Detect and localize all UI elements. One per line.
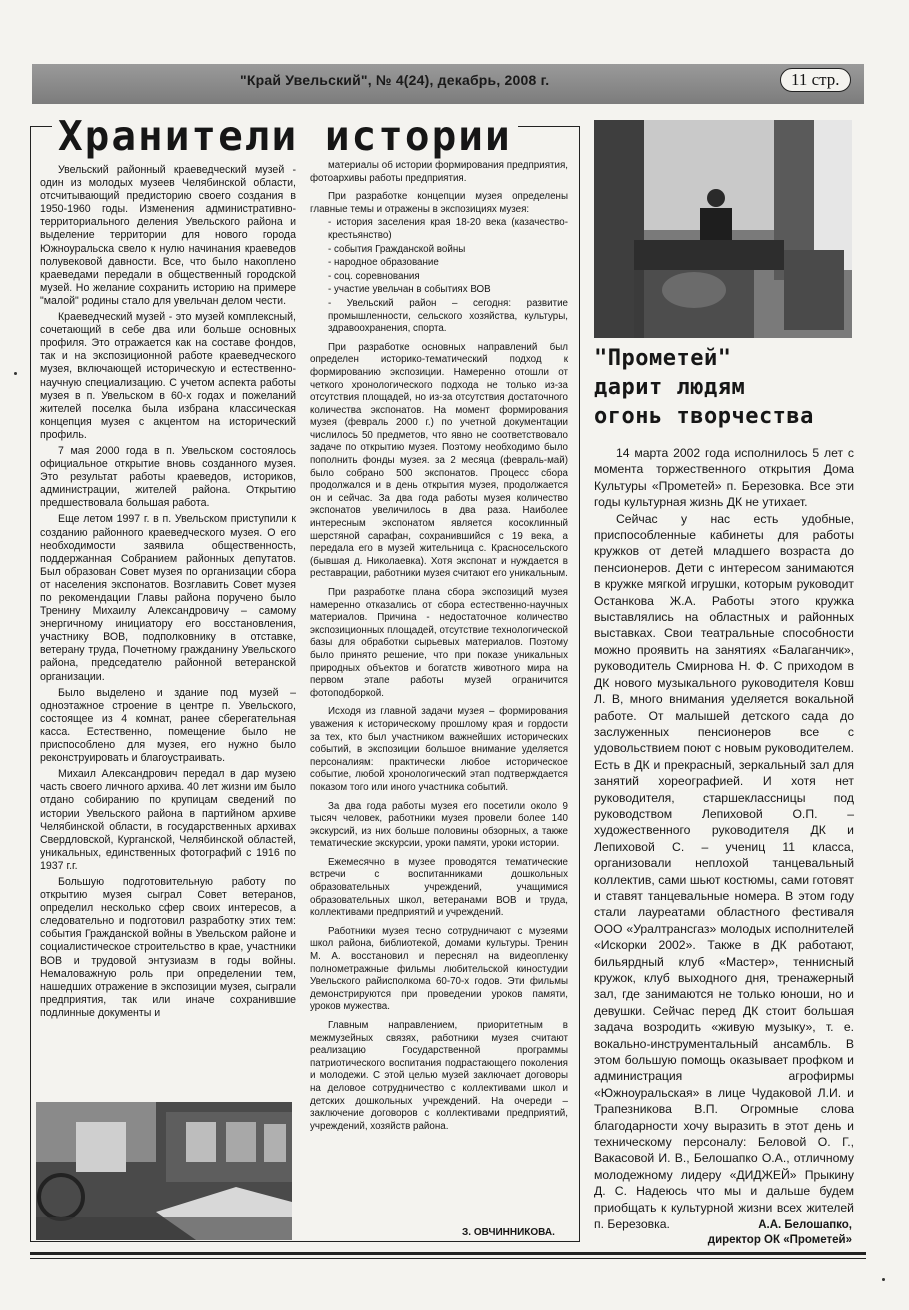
paragraph: Еще летом 1997 г. в п. Увельском приступили к созданию районного краеведческого музея. О его необходимости заявила общественность, поддержанная Собранием районных депутатов. Был образован Совет музея по организации сбора от населения экспонатов. Возглавить Совет музея по рекомендации Главы района поручено было Тренину Михаилу Александровичу – самому энергичному инициатору его восстановления, участнику ВОВ, подполковнику в отставке, ветерану труда, Почетному гражданину Увельского района, председателю районной ветеранской организации. — [40, 513, 296, 683]
signature-name: А.А. Белошапко, — [758, 1219, 852, 1231]
article-column-1 — [40, 164, 296, 1023]
article-column-2 — [310, 160, 568, 1139]
article-2-signature — [640, 1218, 852, 1248]
paragraph: При разработке концепции музея определены главные темы и отражены в экспозициях музея: — [310, 191, 568, 215]
title-line: огонь творчества — [594, 404, 814, 429]
paragraph: Работники музея тесно сотрудничают с музеями школ района, библиотекой, домами культуры. Тренин М. А. восстановил и переснял на видеопленку полнометражные фильмы любительской киностудии Увельского райисполкома 60-70-х годов. Эти фильмы демонстрируются при проведении уроков памяти, уроков мужества. — [310, 925, 568, 1013]
paragraph: Краеведческий музей - это музей комплексный, сочетающий в себе два или больше основных профиля. Это отражается как на составе фондов, так и на экспозиционной работе краеведческого музея, включающей историческую и естественно-научную специализацию. С учетом аспекта работы музея в п. Увельском в 60-х годах и пожеланий жителей поселка была избрана классическая концепция музея с акцентом на исторический профиль. — [40, 311, 296, 441]
list-item: - Увельский район – сегодня: развитие промышленности, сельского хозяйства, культуры, здравоохранения, спорта. — [328, 297, 568, 335]
paragraph: Большую подготовительную работу по открытию музея сыграл Совет ветеранов, определил несколько сфер своих интересов, а следовательно и подготовил разработку этих тем: события Гражданской войны в Увельском районе и социалистическое строительство в крае, участники ВОВ и трудовой энтузиазм в годы войны. Немаловажную роль при определении тем, нашедших отражение в экспозиции музея, сыграли предприятия, так или иначе сохранившие подлинные документы и — [40, 875, 296, 1019]
list-item: - народное образование — [328, 257, 439, 269]
title-line: "Прометей" — [594, 346, 732, 371]
list-item: - события Гражданской войны — [328, 243, 466, 255]
paragraph: Главным направлением, приоритетным в межмузейных связях, работники музея считают реализацию Государственной программы патриотического воспитания подрастающего поколения и молодежи. С этой целью музей заключает договоры на деловое сотрудничество с коллективами школ и детских дошкольных учреждений. На очереди – заключение договоров с коллективами предприятий, учреждений, хозяйств района. — [310, 1020, 568, 1132]
article-2-body — [594, 445, 854, 1233]
director-office-illustration — [594, 120, 852, 338]
paragraph: 7 мая 2000 года в п. Увельском состоялось официальное открытие вновь созданного музея. Это результат работы краеведов, историков, администрации, жителей района. Открытию предшествовала большая работа. — [40, 444, 296, 510]
page-number: 11 стр. — [780, 68, 851, 92]
list-item: - участие увельчан в событиях ВОВ — [328, 284, 491, 296]
paragraph: При разработке основных направлений был определен историко-тематический подход к формированию экспозиции. Намеренно отошли от четкого хронологического подхода не только из-за отсутствия площадей, но из-за отсутствия достаточного количества экспонатов. На момент формирования музея (февраль 2000 г.) по учетной документации числилось 50 предметов, что явно не соответствовало задаче по открытию музея. Поэтому необходимо было пополнить фонды музея. за 2 месяца (февраль-май) было собрано 500 экспонатов. Процесс сбора продолжался и в день открытия музея, продолжается он и сейчас. За два года работы музея количество экспонатов увеличилось в два раза. Наиболее интересным экспонатом является косоклинный шерстяной сарафан, сохранившийся с 19 века, а передала его в музей жительница с. Красносельского (бывшая д. Николаевка). Хотя экспонат и нуждается в реставрации, работники музея считают его уникальным. — [310, 341, 568, 580]
paragraph: Исходя из главной задачи музея – формирования уважения к историческому прошлому края и гордости за тех, кто был участником важнейших исторических событий, в экспозиции большое внимание уделяется персоналиям: практически любое историческое событие, любой хронологический этап подтверждается показом того или иного участника событий. — [310, 706, 568, 793]
paragraph: Михаил Александрович передал в дар музею часть своего личного архива. 40 лет жизни им было отдано собиранию по крупицам сведений по истории Увельского района в партийном архиве Челябинской области, в государственных архивах Свердловской, Курганской, Челябинской областей, уникальных, единственных фотографий с 1916 по 1937 г.г. — [40, 768, 296, 872]
article-signature: З. ОВЧИННИКОВА. — [462, 1227, 555, 1238]
museum-interior-photo — [36, 1102, 292, 1240]
list-item: - история заселения края 18-20 века (казачество-крестьянство) — [328, 217, 568, 241]
director-office-photo — [594, 120, 852, 338]
paragraph: Ежемесячно в музее проводятся тематические встречи с воспитанниками дошкольных образовательных учреждений, учащимися образовательных школ, ветеранами ВОВ и труда, коллективами предприятий и учреждений. — [310, 856, 568, 919]
paragraph: За два года работы музея его посетили около 9 тысяч человек, работники музея провели более 140 экскурсий, из них больше половины обзорных, а также тематические экскурсии, уроки памяти, уроки истории. — [310, 800, 568, 850]
paragraph: Увельский районный краеведческий музей - один из молодых музеев Челябинской области, отсчитывающий предисторию своего создания в 1950-1960 годы. Изменения административно-территориального деления Увельского района и выделение территории для нового города Южноуральска свело к нулю начинания краеведов полувековой давности. Все, что было накоплено краеведами передали в общественный городской музей. Но желание сохранить историю на примере "малой" родины стало для увельчан делом чести. — [40, 164, 296, 307]
article-title-2 — [594, 344, 854, 431]
scan-speck — [882, 1278, 885, 1281]
paragraph: Было выделено и здание под музей – одноэтажное строение в центре п. Увельского, состоящее из 4 комнат, ранее сберегательная касса. Естественно, помещение было не приспособлено для музея, его нужно было реконструировать и благоустраивать. — [40, 686, 296, 765]
scan-speck — [14, 372, 17, 375]
paragraph: 14 марта 2002 года исполнилось 5 лет с момента торжественного открытия Дома Культуры «Прометей» п. Березовка. Все эти годы культурная жизнь ДК не утихает. — [594, 446, 854, 510]
masthead-title: "Край Увельский", № 4(24), декабрь, 2008 г. — [240, 72, 550, 88]
title-line: дарит людям — [594, 375, 746, 400]
signature-role: директор ОК «Прометей» — [707, 1234, 852, 1246]
bottom-rule-thin — [30, 1258, 866, 1259]
museum-interior-illustration — [36, 1102, 292, 1240]
paragraph: материалы об истории формирования предприятия, фотоархивы работы предприятия. — [310, 160, 568, 184]
paragraph: Сейчас у нас есть удобные, приспособленные кабинеты для работы кружков от детей младшего возраста до пенсионеров. Дети с интересом занимаются в кружке мягкой игрушки, которым руководит Останкова Ж.А. Работы этого кружка выставлялись на областных и районных выставках. Свои театральные способности можно проявить на занятиях «Балаганчик», руководитель Смирнова Н. Ф. С приходом в ДК нового музыкального руководителя Ковш Л. В, много внимания уделяется вокальной работе. От малышей детского сада до заслуженных пенсионеров все с удовольствием поют с новым руководителем. Есть в ДК и прекрасный, зеркальный зал для занятий хореографией. И хотя нет руководителя, старшеклассницы под руководством Лепиховой О.П. – художественного руководителя ДК и Лепиховой С. – учениц 11 класса, организовали неплохой танцевальный коллектив, сами шьют костюмы, сами готовят и ставят танцевальные номера. В этом году стали лауреатами областного фестиваля ООО «Уралтрансгаз» молодых исполнителей «Искорки 2002». Также в ДК работают, бильярдный клуб «Мастер», теннисный кружок, клуб выходного дня, тренажерный зал, где занимаются не только юноши, но и девушки. Сейчас перед ДК стоит большая задача возродить «живую музыку», т. е. вокально-инструментальный ансамбль. В этом большую помощь оказывает профком и администрация агрофирмы «Южноуральская» в лице Чудаковой Л.И. и Трапезникова В.П. Огромные слова благодарности хочу выразить в этот день и техническому персоналу: Беловой О. Г., Вакасовой И. В., Белошапко О.А., отличному молодежному лидеру «ДИДЖЕЙ» Прыкину Д. С. Надеюсь что мы и дальше будем приобщать к культурной жизни всех жителей п. Березовка. — [594, 511, 854, 1232]
paragraph: При разработке плана сбора экспозиций музея намеренно отказались от сбора естественно-научных материалов. Причина - недостаточное количество экспозиционных площадей, отсутствие технологической базы для обработки сырьевых материалов. Поэтому было принято решение, что при показе уникальных природных объектов и богатств животного мира на первом этапе работы музей ограничится фотоподборкой. — [310, 587, 568, 699]
article-title: Хранители истории — [52, 112, 518, 160]
list-item: - соц. соревнования — [328, 270, 420, 282]
bottom-rule — [30, 1252, 866, 1255]
